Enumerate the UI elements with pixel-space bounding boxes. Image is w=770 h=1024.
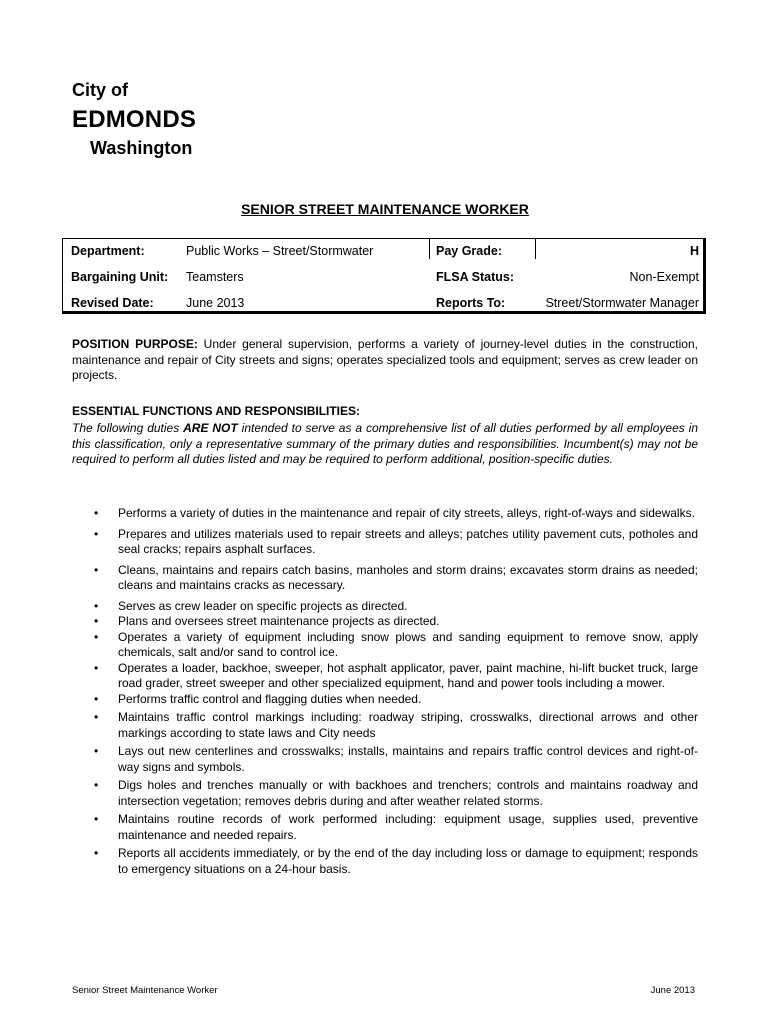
duty-text: Maintains routine records of work performed including: equipment usage, supplies used, preventive maintenance and needed repairs. [118,812,698,842]
table-row [63,291,703,317]
list-item [72,744,698,775]
bullet-icon: • [94,710,99,724]
flsa-status-value: Non-Exempt [629,270,699,284]
job-info-table [62,238,706,314]
note-before: The following duties [72,421,180,435]
list-item [72,563,698,594]
bullet-icon: • [94,744,99,758]
list-item [72,778,698,809]
department-label: Department: [71,244,145,258]
reports-to-value: Street/Stormwater Manager [545,296,699,310]
bullet-icon: • [94,598,99,613]
list-item [72,812,698,843]
list-item [72,846,698,877]
duties-list [72,506,698,877]
flsa-status-label: FLSA Status: [436,270,515,284]
pay-grade-value: H [689,244,699,258]
revised-date-value: June 2013 [186,296,245,310]
essential-functions-note [72,421,698,468]
note-emphasis: ARE NOT [183,421,238,435]
note-after: intended to serve as a comprehensive list of all duties performed by all employees in this classification, only a representative summary of the primary duties and responsibilities. Incumbent(s) may not be required to perform all duties listed and may be required to perform additional, position-specific duties. [72,421,698,466]
list-item [72,599,698,615]
bullet-icon: • [94,778,99,792]
position-purpose-text: Under general supervision, performs a variety of journey-level duties in the construction, maintenance and repair of City streets and signs; operates specialized tools and equipment; serves as crew leader on projects. [72,337,698,382]
list-item [72,527,698,558]
document-title: SENIOR STREET MAINTENANCE WORKER [241,201,529,217]
pay-grade-label: Pay Grade: [436,244,503,258]
duty-text: Maintains traffic control markings including: roadway striping, crosswalks, directional arrows and other markings according to state laws and City needs [118,710,698,740]
revised-date-label: Revised Date: [71,296,154,310]
list-item [72,614,698,630]
bargaining-unit-value: Teamsters [186,270,244,284]
department-value: Public Works – Street/Stormwater [186,244,374,258]
list-item [72,630,698,661]
footer-date: June 2013 [650,985,695,996]
bullet-icon: • [94,812,99,826]
city-name: EDMONDS [72,106,197,133]
list-item [72,710,698,741]
bullet-icon: • [94,629,99,644]
duty-text: Performs traffic control and flagging duties when needed. [118,691,422,706]
duty-text: Operates a loader, backhoe, sweeper, hot asphalt applicator, paver, paint machine, hi-lift bucket truck, large road grader, street sweeper and other specialized equipment, hand and power tools including a mower. [118,660,698,690]
reports-to-label: Reports To: [436,296,506,310]
duty-text: Lays out new centerlines and crosswalks; installs, maintains and repairs traffic control devices and right-of-way signs and symbols. [118,744,698,774]
city-prefix: City of [72,80,128,100]
position-purpose [72,337,698,384]
list-item [72,661,698,692]
table-row [63,265,703,291]
bullet-icon: • [94,660,99,675]
footer-title: Senior Street Maintenance Worker [72,985,218,996]
state-name: Washington [90,138,193,158]
bargaining-unit-label: Bargaining Unit: [71,270,169,284]
table-row [63,239,703,265]
duty-text: Reports all accidents immediately, or by the end of the day including loss or damage to equipment; responds to emergency situations on a 24-hour basis. [118,846,698,876]
bullet-icon: • [94,846,99,860]
list-item [72,692,698,708]
duty-text: Plans and oversees street maintenance projects as directed. [118,614,440,628]
bullet-icon: • [94,506,99,520]
list-item [72,506,698,522]
duty-text: Serves as crew leader on specific projects as directed. [118,598,408,613]
bullet-icon: • [94,691,99,706]
duty-text: Cleans, maintains and repairs catch basins, manholes and storm drains; excavates storm drains as needed; cleans and maintains cracks as necessary. [118,562,698,592]
duty-text: Digs holes and trenches manually or with backhoes and trenchers; controls and maintains roadway and intersection vegetation; removes debris during and after weather related storms. [118,778,698,808]
duty-text: Performs a variety of duties in the maintenance and repair of city streets, alleys, right-of-ways and sidewalks. [118,506,695,520]
bullet-icon: • [94,614,99,628]
duty-text: Operates a variety of equipment including snow plows and sanding equipment to remove snow, apply chemicals, salt and/or sand to control ice. [118,629,698,659]
bullet-icon: • [94,562,99,577]
position-purpose-label: POSITION PURPOSE: [72,337,198,351]
duty-text: Prepares and utilizes materials used to repair streets and alleys; patches utility pavement cuts, potholes and seal cracks; repairs asphalt surfaces. [118,526,698,556]
essential-functions-heading: ESSENTIAL FUNCTIONS AND RESPONSIBILITIES: [72,404,361,418]
bullet-icon: • [94,526,99,541]
